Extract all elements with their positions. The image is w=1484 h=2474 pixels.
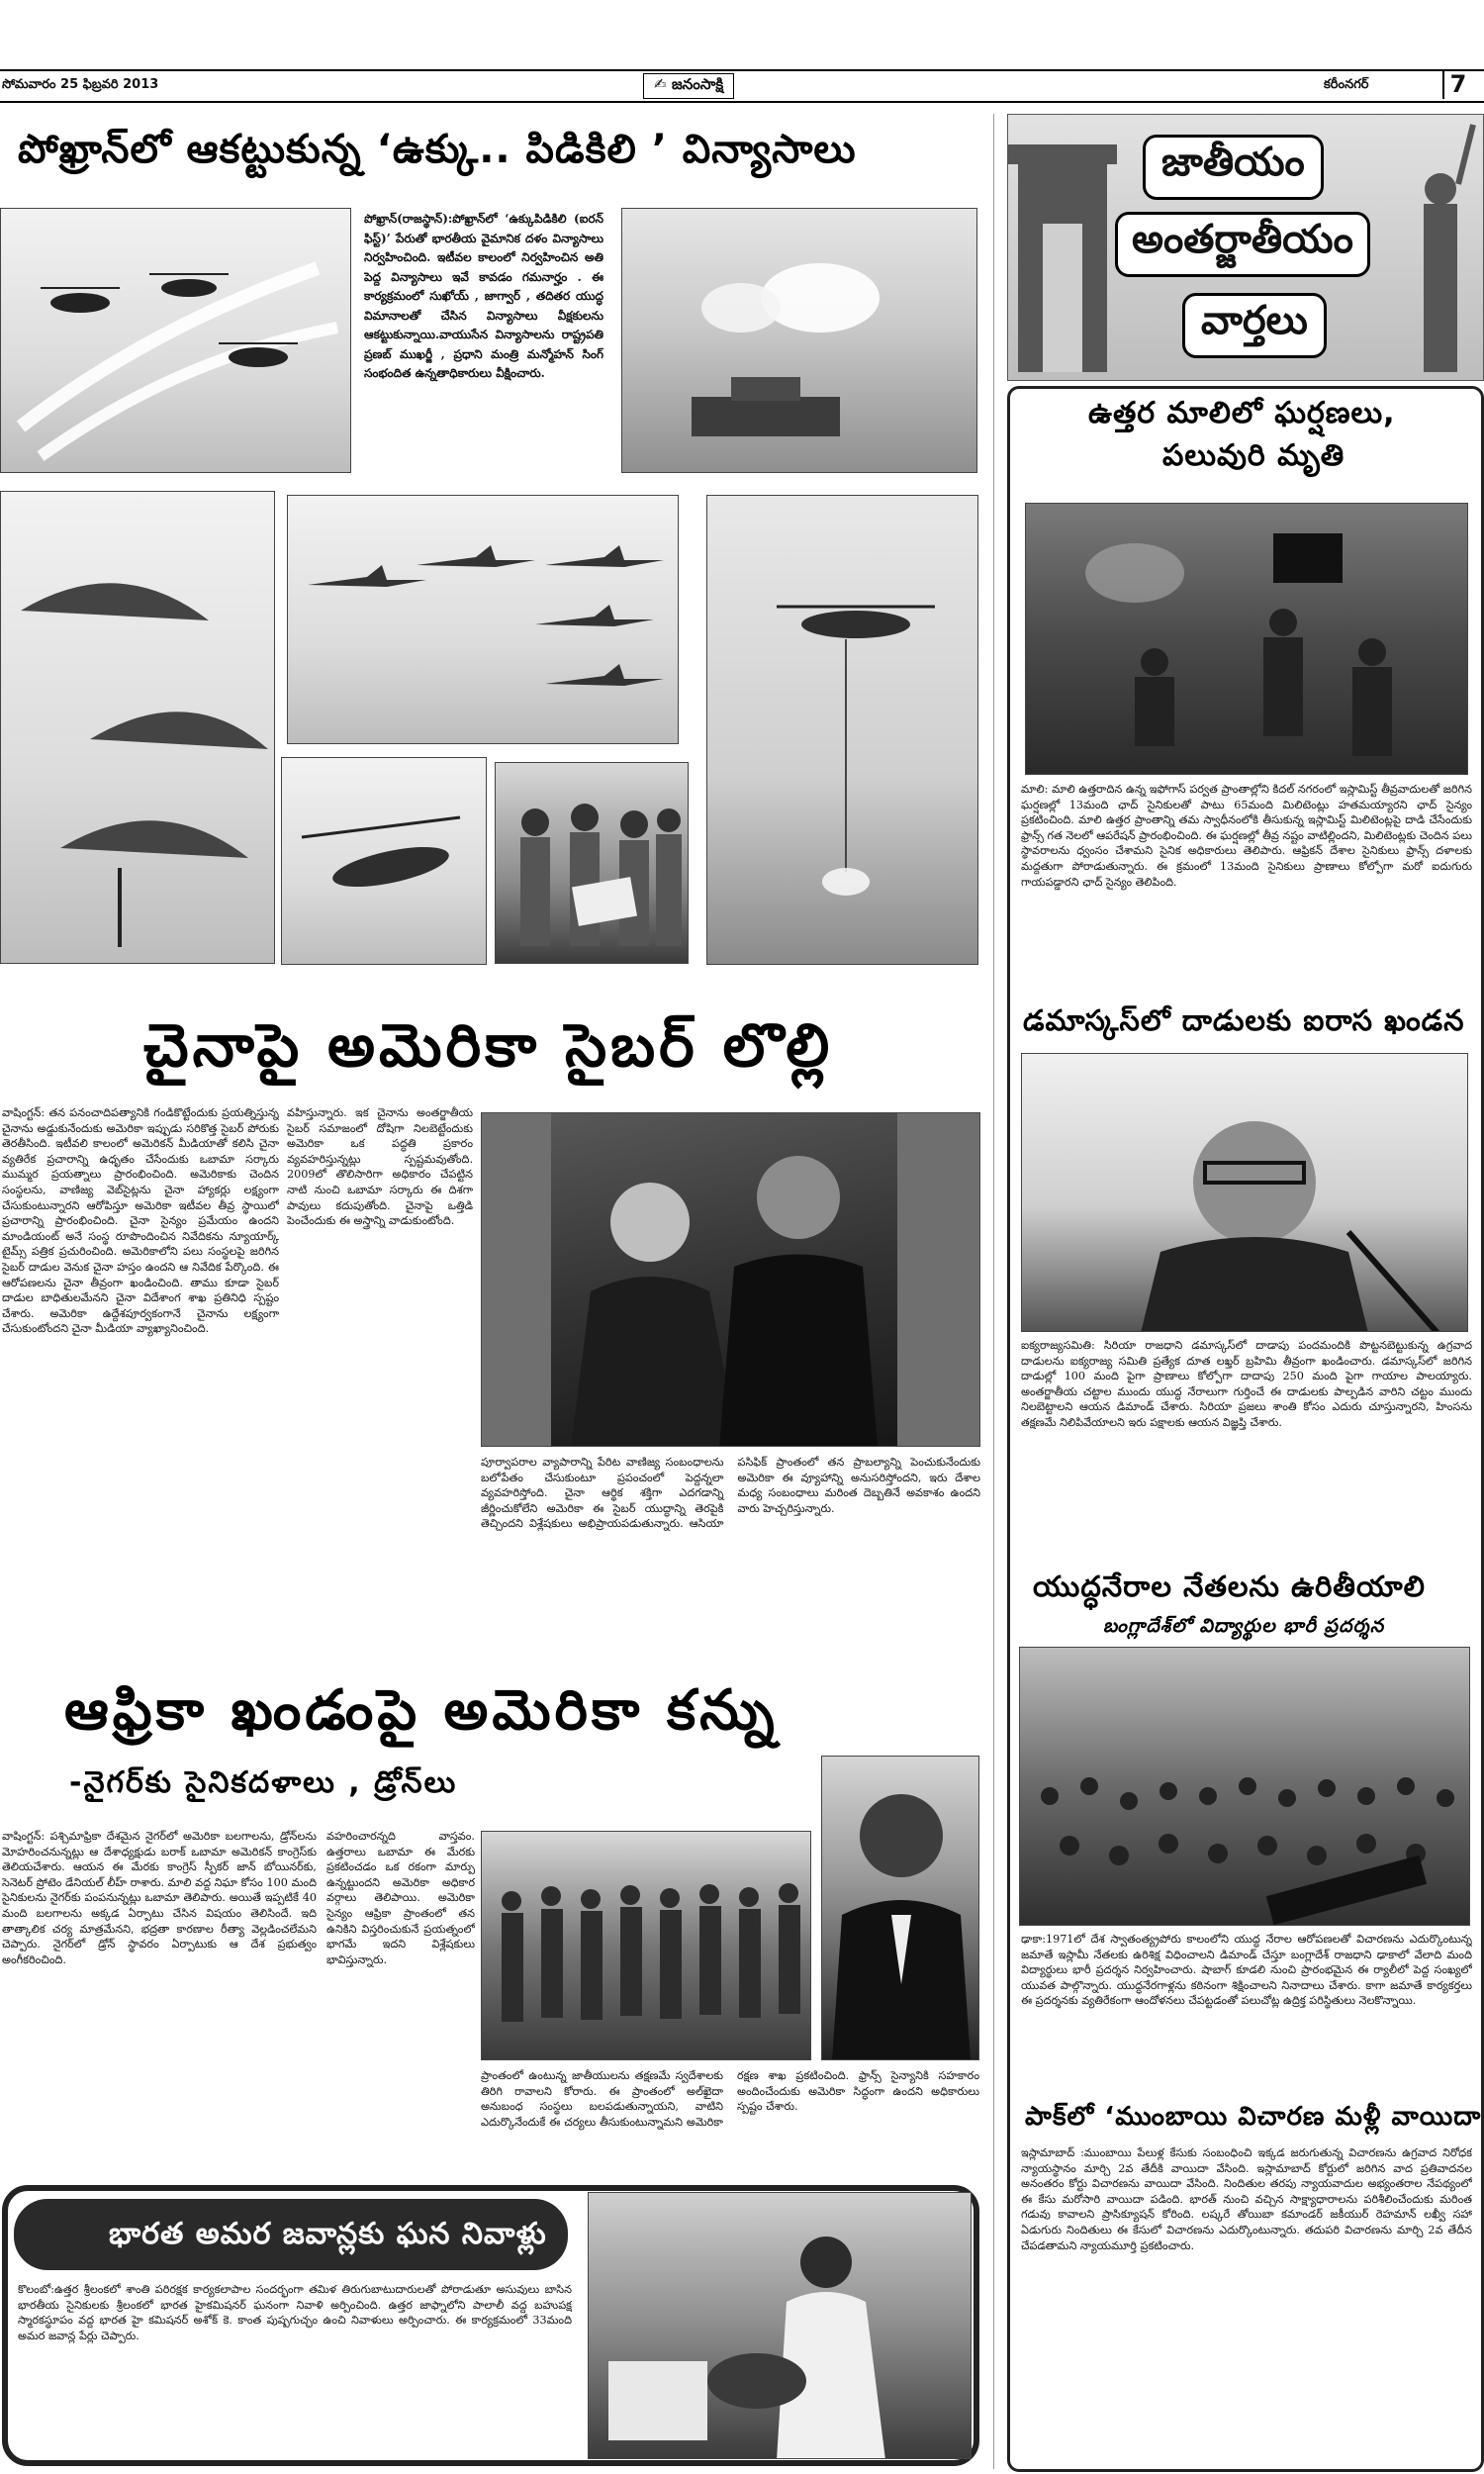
obama-portrait-photo <box>821 1756 979 2060</box>
damascus-article-text: ఐక్యరాజ్యసమితి: సిరియా రాజధాని డమాస్కస్‌లో దాడాపు పందమందికి పొట్టనబెట్టుకున్న ఉగ్రవాద దాడులను ఐక్యరాజ్య సమితి ప్రత్యేక దూత లఖ్తర్‌ బ్రహిమి తీవ్రంగా ఖండించారు. డమాస్కస్‌లో జరిగిన దాడుల్లో 100 మంది పైగా ప్రాణాలు కోల్పోగా దాదాపు 250 మంది పైగా గాయాల పాలయ్యారు. అంతర్జాతీయ చట్టాల ముందు యుద్ధ నేరాలుగా గుర్తించే ఈ దాడులకు పాల్పడిన వారిని చట్టం ముందు నిలబెట్టాలని ఆయన డిమాండ్‌ చేశారు. సిరియా ప్రజలు శాంతి కోసం ఎదురు చూస్తున్నారని, హింసను తక్షణమే నిలిపివేయాలని ఇరు పక్షాలకు ఆయన విజ్ఞప్తి చేశారు. <box>1021 1339 1472 1429</box>
pokhran-headline: పోఖ్రాన్‌లో ఆకట్టుకున్న ‘ఉక్కు.. పిడికిలి ’ విన్యాసాలు <box>18 127 857 172</box>
warcrimes-subheadline: బంగ్లాదేశ్‌లో విద్యార్థుల భారీ ప్రదర్శన <box>1103 1615 1385 1637</box>
pokhran-article-text: పోఖ్రాన్‌(రాజస్థాన్‌):పోఖ్రాన్‌లో ‘ఉక్కుపిడికిలి (ఐరన్‌ ఫిస్ట్‌)’ పేరుతో భారతీయ వైమానిక దళం విన్యాసాలు నిర్వహించింది. ఇటీవల కాలంలో నిర్వహించిన అతి పెద్ద విన్యాసాలు ఇవే కావడం గమనార్హం . ఈ కార్యక్రమంలో సుఖోయ్‌ , జాగ్వార్‌ , తదితర యుద్ధ విమానాలతో చేసిన విన్యాసాలు వీక్షకులను ఆకట్టుకున్నాయి.వాయుసేన విన్యాసాలను రాష్ట్రపతి ప్రణబ్‌ ముఖర్జీ , ప్రధాని మంత్రి మన్మోహన్‌ సింగ్‌ సంభందిత ఉన్నతాధికారులు వీక్షించారు. <box>364 212 603 380</box>
masthead-paper-name: ✍ జనంసాక్షి <box>643 73 734 99</box>
tank-explosion-photo <box>621 208 977 473</box>
parachute-drop-photo <box>0 491 275 964</box>
banner-line-1: జాతీయం <box>1143 135 1324 200</box>
mali-headline-line1: ఉత్తర మాలిలో ఘర్షణలు, <box>1088 396 1396 430</box>
banner-line-3: వార్తలు <box>1182 293 1327 358</box>
page-number: 7 <box>1442 69 1472 99</box>
column-separator <box>993 114 994 2469</box>
mumbai-article-text: ఇస్లామాబాద్‌ :ముంబాయి పేలుళ్ల కేసుకు సంబంధించి ఇక్కడ జరుగుతున్న విచారణను ఉగ్రవాద నిరోధక న్యాయస్థానం మార్చి 2వ తేదీకి వాయిదా వేసింది. ఇస్లామాబాద్‌ కోర్టులో జరిగిన వాద ప్రతివాదనల అనంతరం కోర్టు విచారణను వాయిదా వేసింది. నిందితుల తరపు న్యాయవాదుల అభ్యంతరాల నేపథ్యంలో ఈ కేసు మరోసారి వాయిదా పడింది. భారత్‌ నుంచి వచ్చిన సాక్ష్యాధారాలను పరిశీలించేందుకు మరింత గడువు కావాలని ప్రాసిక్యూషన్‌ కోరింది. లష్కరే తోయిబా కమాండర్‌ జకీయుర్‌ రెహమాన్‌ లఖ్వీ సహా ఏడుగురు నిందితులు ఈ కేసులో విచారణను ఎదుర్కొంటున్నారు. తదుపరి విచారణను మార్చి 2వ తేదీన చేపడతామని న్యాయమూర్తి ప్రకటించారు. <box>1021 2146 1472 2252</box>
mumbai-headline: పాక్‌లో ‘ముంబాయి విచారణ మళ్లీ వాయిదా <box>1025 2102 1482 2132</box>
africa-subheadline: -నైగర్‌కు సైనికదళాలు , డ్రోన్‌లు <box>69 1765 458 1800</box>
masthead-city: కరీంనగర్ <box>1324 77 1369 92</box>
china-article-col2: వహిస్తున్నారు. ఇక చైనాను అంతర్జాతీయ సైబర్‌ సమాజంలో దోషిగా నిలబెట్టేందుకు అమెరికా ఒక పద్ధతి ప్రకారం వ్యవహరిస్తున్నట్లు స్పష్టమవుతోంది. 2009లో తొలిసారిగా అధికారం చేపట్టిన నాటి నుంచి ఒబామా సర్కారు ఈ దిశగా పావులు కదుపుతోంది. చైనాపై ఒత్తిడి పెంచేందుకు ఈ అస్త్రాన్ని వాడుకుంటోంది. <box>287 1106 473 1228</box>
masthead <box>0 69 1484 103</box>
china-article-col3: పూర్వాపరాల వ్యాపారాన్ని పేరిట వాణిజ్య సంబంధాలను బలోపేతం చేసుకుంటూ ప్రపంచంలో పెద్దన్నలా వ్యవహరిస్తోంది. చైనా ఆర్థిక శక్తిగా ఎదగడాన్ని జీర్ణించుకోలేని అమెరికా ఈ సైబర్‌ యుద్ధాన్ని తెరపైకి తెచ్చిందని విశ్లేషకులు అభిప్రాయపడుతున్నారు. ఆసియా పసిఫిక్‌ ప్రాంతంలో తన ప్రాబల్యాన్ని పెంచుకునేందుకు అమెరికా ఈ వ్యూహాన్ని అనుసరిస్తోందని, ఇరు దేశాల మధ్య సంబంధాలు మరింత దెబ్బతినే అవకాశం ఉందని వారు హెచ్చరిస్తున్నారు. <box>481 1456 980 1531</box>
brahimi-photo <box>1021 1053 1468 1332</box>
africa-article-col3: ప్రాంతంలో ఉంటున్న జాతీయులను తక్షణమే స్వదేశాలకు తిరిగి రావాలని కోరారు. ఈ ప్రాంతంలో అల్‌ఖైదా అనుబంధ సంస్థలు బలపడుతున్నాయని, వాటిని ఎదుర్కొనేందుకే ఈ చర్యలు తీసుకుంటున్నామని అమెరికా రక్షణ శాఖ ప్రకటించింది. ఫ్రాన్స్‌ సైన్యానికి సహకారం అందించేందుకు అమెరికా సిద్ధంగా ఉందని అధికారులు స్పష్టం చేశారు. <box>481 2069 979 2129</box>
warcrimes-article-text: ఢాకా:1971లో దేశ స్వాతంత్య్రపోరు కాలంలోని యుద్ధ నేరాల ఆరోపణలతో విచారణను ఎదుర్కొంటున్న జమాతే ఇస్లామీ నేతలకు ఉరిశిక్ష విధించాలని డిమాండ్‌ చేస్తూ బంగ్లాదేశ్‌ రాజధాని ఢాకాలో వేలాది మంది విద్యార్థులు భారీ ప్రదర్శన నిర్వహించారు. షాబాగ్‌ కూడలి నుంచి ప్రారంభమైన ఈ ర్యాలీలో పెద్ద సంఖ్యలో యువత పాల్గొన్నారు. యుద్ధనేరగాళ్లను కఠినంగా శిక్షించాలని నినాదాలు చేశారు. కాగా జమాతే కార్యకర్తలు ఈ ప్రదర్శనకు వ్యతిరేకంగా ఆందోళనలు చేపట్టడంతో పలుచోట్ల ఉద్రిక్త పరిస్థితులు నెలకొన్నాయి. <box>1021 1933 1472 2008</box>
dignitaries-photo <box>495 762 689 964</box>
mali-article-text: మాలి: మాలి ఉత్తరాదిన ఉన్న ఇఫోగాస్‌ పర్వత ప్రాంతాల్లోని కిదల్‌ నగరంలో ఇస్లామిస్ట్‌ తీవ్రవాదులతో జరిగిన ఘర్షణల్లో 13మంది ఛాద్‌ సైనికులతో పాటు 65మంది మిలిటెంట్లు హతమయ్యారని ఛాద్‌ సైన్యం ప్రకటించింది. మాలి ఉత్తర ప్రాంతాన్ని తమ స్వాధీనంలోకి తీసుకున్న ఇస్లామిస్ట్‌ మిలిటెంట్లపై దాడి చేసేందుకు ఫ్రాన్స్‌ గత నెలలో ఆపరేషన్‌ ప్రారంభించింది. ఈ ఘర్షణల్లో తీవ్ర నష్టం వాటిల్లిందని, మిలిటెంట్లకు చెందిన పలు స్థావరాలను ధ్వంసం చేశామని సైనిక అధికారులు తెలిపారు. ఆఫ్రికన్‌ దేశాల సైనికులు ఫ్రాన్స్‌ దళాలకు మద్దతుగా పోరాడుతున్నారు. ఈ క్రమంలో 13మంది సైనికులు ప్రాణాలు కోల్పోగా మరో ఐదుగురు గాయపడ్డారని ఛాద్‌ సైన్యం తెలిపింది. <box>1021 783 1472 889</box>
hu-jintao-obama-photo <box>481 1112 980 1447</box>
china-article-col1: వాషింగ్టన్‌: తన పనంచాదిపత్యానికి గండికొట్టేందుకు ప్రయత్నిస్తున్న చైనాను అడ్డుకునేందుకు అమెరికా ఇప్పుడు సరికొత్త సైబర్‌ పోరుకు తెరతీసింది. ఇటీవలి కాలంలో అమెరికన్‌ మీడియాతో కలిసి చైనా వ్యతిరేక ప్రచారాన్ని ఉధృతం చేసేందుకు ఒబామా సర్కారు ముమ్మర ప్రయత్నాలు ప్రారంభించింది. అమెరికాకు చెందిన సంస్థలను, వాణిజ్య వెబ్‌సైట్లను చైనా హ్యాకర్లు లక్ష్యంగా చేసుకుంటున్నారని ఆరోపిస్తూ అమెరికా ఇటీవల తీవ్ర స్థాయిలో ప్రచారాన్ని ప్రారంభించింది. చైనా సైన్యం ప్రమేయం ఉందని మాండియంట్‌ అనే సంస్థ రూపొందించిన నివేదికను న్యూయార్క్‌ టైమ్స్‌ పత్రిక ప్రచురించింది. అమెరికాలోని పలు సంస్థలపై జరిగిన సైబర్‌ దాడుల వెనుక చైనా హస్తం ఉందని ఆ నివేదిక పేర్కొంది. ఈ ఆరోపణలను చైనా తీవ్రంగా ఖండించింది. తాము కూడా సైబర్‌ దాడుల బాధితులమేనని చైనా విదేశాంగ శాఖ ప్రతినిధి స్పష్టం చేశారు. అమెరికా ఉద్దేశపూర్వకంగానే చైనాను లక్ష్యంగా చేసుకుంటోందని చైనా మీడియా వ్యాఖ్యానించింది. <box>2 1106 279 1336</box>
helicopter-formation-photo <box>0 208 351 473</box>
sidebar-banner <box>1007 114 1484 381</box>
helicopter-desert-photo <box>706 495 978 965</box>
warcrimes-headline: యుద్ధనేరాల నేతలను ఉరితీయాలి <box>1033 1570 1426 1603</box>
mali-headline-line2: పలువురి మృతి <box>1162 438 1345 473</box>
soldiers-parade-photo <box>481 1831 811 2060</box>
africa-article-col2: వహరించారన్నది వాస్తవం. ఉత్తరాలు ఒబామా ఈ మేరకు ప్రకటించడం ఒక రకంగా మార్పు ఉన్నట్టుందని అమెరికా అధికార వర్గాలు తెలిపాయి. అమెరికా సైన్యం ఆఫ్రికా ప్రాంతంలో తన ఉనికిని విస్తరించుకునే ప్రయత్నంలో భాగమే ఇదని విశ్లేషకులు భావిస్తున్నారు. <box>326 1830 475 1966</box>
tribute-headline: భారత అమర జవాన్లకు ఘన నివాళ్లు <box>109 2217 547 2251</box>
paper-logo-icon: ✍ <box>654 75 667 93</box>
fighter-jets-formation-photo <box>287 495 679 744</box>
statue-of-liberty-icon <box>1424 125 1473 372</box>
banner-line-2: అంతర్జాతీయం <box>1115 212 1370 277</box>
mali-clashes-photo <box>1025 503 1468 775</box>
africa-article-col1: వాషింగ్టన్‌: పశ్చిమాఫ్రికా దేశమైన నైగర్‌లో అమెరికా బలగాలను, డ్రోన్‌లను మోహరించనున్నట్లు ఆ దేశాధ్యక్షుడు బరాక్‌ ఒబామా అమెరికన్‌ కాంగ్రెస్‌కు తెలియచేశారు. ఆయన ఈ మేరకు కాంగ్రెస్‌ స్పీకర్‌ జాన్‌ బోయినర్‌కు, సెనెటర్‌ ప్రోటెం డేనియల్‌ లీహ్‌ రాశారు. మాలి వద్ద నిఘా కోసం 100 మంది సైనికులను నైగర్‌కు పంపనున్నట్లు ఒబామా తెలిపారు. అయితే ఇప్పటికే 40 మంది బలగాలను అక్కడ ఏర్పాటు చేసిన విషయం తెలిసిందే. ఇది తాత్కాలిక చర్య మాత్రమేనని, భద్రతా కారణాల రీత్యా వెల్లడించలేమని చెప్పారు. నైగర్‌లో డ్రోన్‌ స్థావరం ఏర్పాటుకు ఆ దేశ ప్రభుత్వం అంగీకరించింది. <box>2 1830 317 1966</box>
single-helicopter-photo <box>281 757 487 965</box>
dhaka-protest-photo <box>1019 1647 1470 1926</box>
wreath-laying-photo <box>588 2192 972 2459</box>
china-headline: చైనాపై అమెరికా సైబర్‌ లొల్లి <box>143 1011 834 1081</box>
tribute-article-text: కొలంబో:ఉత్తర శ్రీలంకలో శాంతి పరిరక్షక కార్యకలాపాల సందర్భంగా తమిళ తిరుగుబాటుదారులతో పోరాడుతూ అసువులు బాసిన భారతీయ సైనికులకు శ్రీలంకలో భారత హైకమిషనర్‌ ఘనంగా నివాళి అర్పించింది. ఉత్తర జాఫ్నాలోని పాలాలీ వద్ద బహుపక్ష స్మారకస్థూపం వద్ద భారత హై కమిషనర్‌ అశోక్‌ కె. కాంత పుష్పగుచ్ఛం ఉంచి నివాళులు అర్పించారు. ఈ కార్యక్రమంలో 33మంది అమర జవాన్ల పేర్లు చెప్పారు. <box>18 2283 572 2342</box>
masthead-date: సోమవారం 25 ఫిబ్రవరి 2013 <box>2 77 159 92</box>
africa-headline: ఆఫ్రికా ఖండంపై అమెరికా కన్ను <box>64 1678 779 1743</box>
damascus-headline: డమాస్కస్‌లో దాడులకు ఐరాస ఖండన <box>1023 1003 1465 1037</box>
